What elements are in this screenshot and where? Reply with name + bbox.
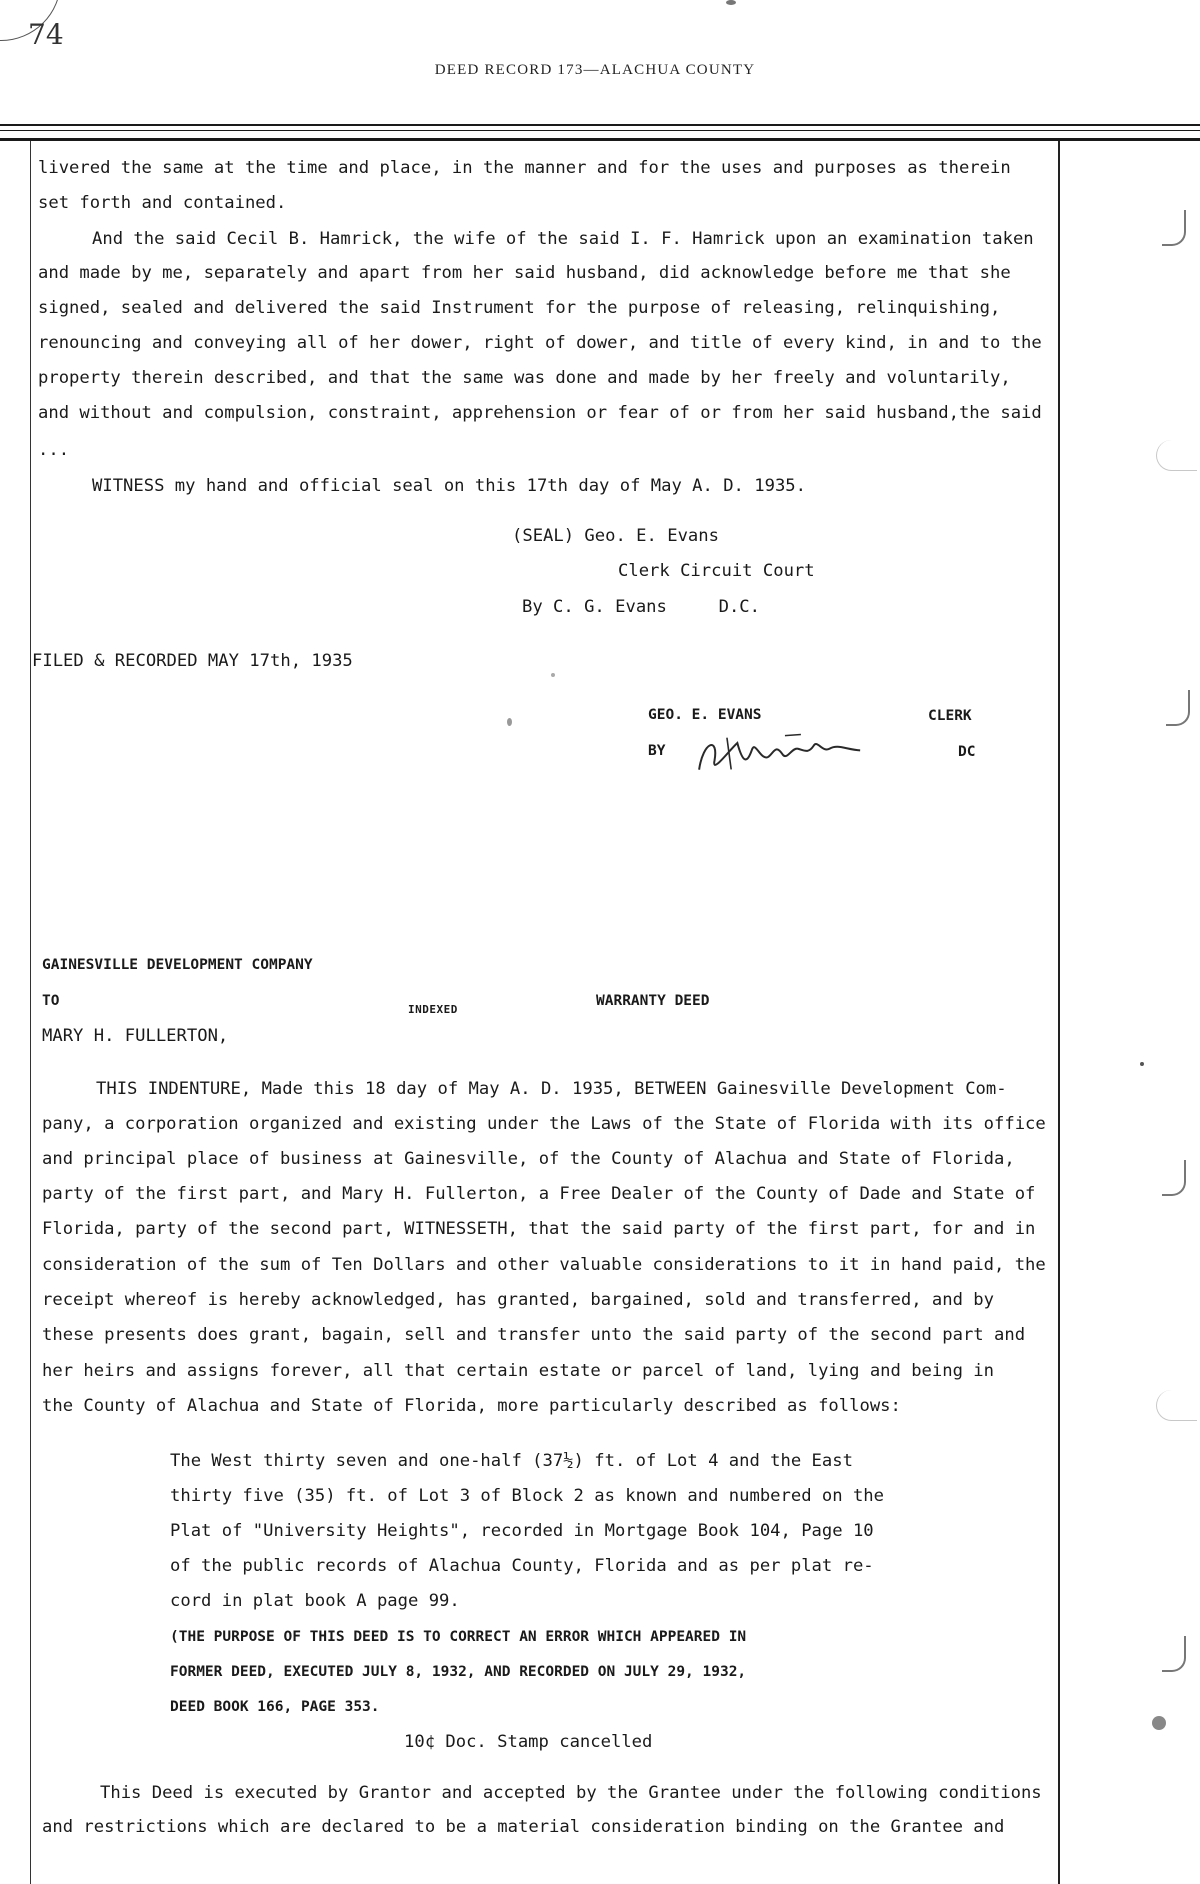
conditions-line: This Deed is executed by Grantor and accepted by the Grantee under the following conditions (100, 1783, 1042, 1803)
ack-line: set forth and contained. (38, 193, 287, 213)
indenture-line: pany, a corporation organized and existing under the Laws of the State of Florida with its office (42, 1114, 1046, 1134)
ink-speck (551, 673, 555, 677)
header-rule (0, 124, 1200, 126)
indenture-line: consideration of the sum of Ten Dollars and other valuable considerations to it in hand paid, the (42, 1255, 1046, 1275)
dc-label: DC (958, 744, 976, 760)
indenture-line: THIS INDENTURE, Made this 18 day of May A. D. 1935, BETWEEN Gainesville Development Com- (96, 1079, 1007, 1099)
ack-line: ... (38, 440, 70, 460)
record-book-title: DEED RECORD 173—ALACHUA COUNTY (434, 62, 756, 78)
binding-mark (1166, 690, 1190, 726)
ack-line: And the said Cecil B. Hamrick, the wife of the said I. F. Hamrick upon an examination taken (92, 229, 1034, 249)
seal-title: Clerk Circuit Court (618, 561, 815, 581)
ink-speck (1152, 1716, 1166, 1730)
punch-hole-shadow (1156, 1390, 1197, 1421)
seal-signer: (SEAL) Geo. E. Evans (512, 526, 719, 546)
indenture-line: her heirs and assigns forever, all that certain estate or parcel of land, lying and being in (42, 1361, 994, 1381)
punch-hole-shadow (1156, 440, 1197, 471)
ink-speck (726, 0, 736, 5)
header-rule (0, 130, 1200, 131)
binding-mark (1162, 210, 1186, 246)
conditions-line: and restrictions which are declared to be a material consideration binding on the Grantee and (42, 1817, 1005, 1837)
property-line: Plat of "University Heights", recorded in Mortgage Book 104, Page 10 (170, 1521, 874, 1541)
ack-line: and made by me, separately and apart from her said husband, did acknowledge before me that she (38, 263, 1011, 283)
ack-line: renouncing and conveying all of her dower, right of dower, and title of every kind, in and to the (38, 333, 1042, 353)
ack-line: signed, sealed and delivered the said Instrument for the purpose of releasing, relinquishing, (38, 298, 1001, 318)
clerk-name: GEO. E. EVANS (648, 707, 762, 723)
property-purpose-line: (THE PURPOSE OF THIS DEED IS TO CORRECT AN ERROR WHICH APPEARED IN (170, 1629, 747, 1645)
header-rule (0, 138, 1200, 141)
deputy-clerk-line: By C. G. Evans D.C. (522, 597, 760, 617)
binding-mark (1162, 1636, 1186, 1672)
property-line: The West thirty seven and one-half (37½) ft. of Lot 4 and the East (170, 1451, 853, 1471)
indenture-line: these presents does grant, bagain, sell and transfer unto the said party of the second part and (42, 1325, 1026, 1345)
indenture-line: and principal place of business at Gainesville, of the County of Alachua and State of Florida, (42, 1149, 1015, 1169)
doc-stamp-line: 10¢ Doc. Stamp cancelled (404, 1732, 653, 1752)
property-purpose-line: FORMER DEED, EXECUTED JULY 8, 1932, AND RECORDED ON JULY 29, 1932, (170, 1664, 747, 1680)
property-line: of the public records of Alachua County, Florida and as per plat re- (170, 1556, 874, 1576)
indenture-line: receipt whereof is hereby acknowledged, has granted, bargained, sold and transferred, and by (42, 1290, 994, 1310)
ink-speck (507, 718, 512, 726)
indenture-line: Florida, party of the second part, WITNESSETH, that the said party of the first part, for and in (42, 1219, 1036, 1239)
property-purpose-line: DEED BOOK 166, PAGE 353. (170, 1699, 380, 1715)
to-heading: TO (42, 993, 60, 1009)
handwritten-signature (688, 720, 871, 782)
filed-recorded-line: FILED & RECORDED MAY 17th, 1935 (32, 651, 353, 671)
indenture-line: the County of Alachua and State of Florida, more particularly described as follows: (42, 1396, 901, 1416)
page-number: 74 (28, 18, 64, 51)
clerk-label: CLERK (928, 708, 972, 724)
right-margin-line (1058, 141, 1060, 1884)
binding-mark (1162, 1160, 1186, 1196)
grantor-heading: GAINESVILLE DEVELOPMENT COMPANY (42, 957, 313, 973)
deed-type-heading: WARRANTY DEED (596, 993, 710, 1009)
ink-speck (1140, 1062, 1144, 1066)
ack-line: livered the same at the time and place, in the manner and for the uses and purposes as therein (38, 158, 1011, 178)
left-margin-line (30, 141, 31, 1884)
indenture-line: party of the first part, and Mary H. Fullerton, a Free Dealer of the County of Dade and State of (42, 1184, 1036, 1204)
property-line: cord in plat book A page 99. (170, 1591, 460, 1611)
property-line: thirty five (35) ft. of Lot 3 of Block 2 as known and numbered on the (170, 1486, 884, 1506)
by-label: BY (648, 743, 666, 759)
ack-line: property therein described, and that the same was done and made by her freely and voluntarily, (38, 368, 1011, 388)
indexed-stamp: INDEXED (408, 1003, 458, 1016)
ack-line: and without and compulsion, constraint, apprehension or fear of or from her said husband,the said (38, 403, 1042, 423)
witness-line: WITNESS my hand and official seal on this 17th day of May A. D. 1935. (92, 476, 806, 496)
grantee-heading: MARY H. FULLERTON, (42, 1026, 229, 1046)
